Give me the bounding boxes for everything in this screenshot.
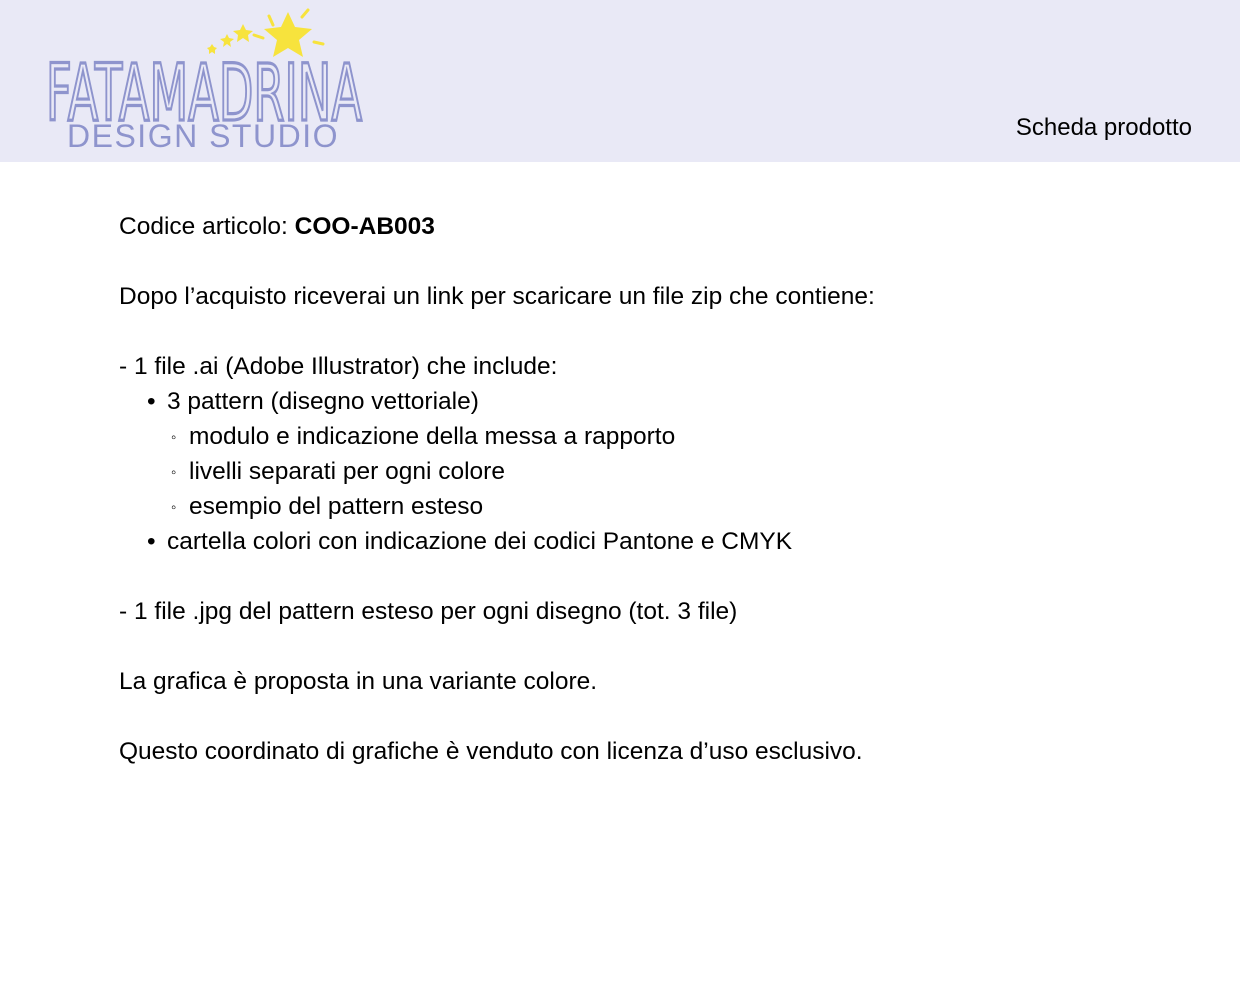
file-jpg-line: - 1 file .jpg del pattern esteso per ogni disegno (tot. 3 file) [119,598,738,625]
hollow-bullet-icon: ◦ [171,499,177,516]
sub-list-item: ◦ livelli separati per ogni colore [119,454,1179,489]
file-ai-heading: - 1 file .ai (Adobe Illustrator) che include: [119,353,558,380]
hollow-bullet-icon: ◦ [171,464,177,481]
svg-text:FATAMADRINA: FATAMADRINA [46,49,362,138]
header-banner [0,0,1240,162]
sub-list-item: ◦ esempio del pattern esteso [119,489,1179,524]
bullet-icon: • [147,528,156,555]
intro-text: Dopo l’acquisto riceverai un link per scaricare un file zip che contiene: [119,283,875,310]
article-code-label: Codice articolo: [119,213,295,240]
license-text: Questo coordinato di grafiche è venduto con licenza d’uso esclusivo. [119,738,863,765]
list-item: • cartella colori con indicazione dei codici Pantone e CMYK [119,524,1179,559]
color-variant-text: La grafica è proposta in una variante colore. [119,668,598,695]
list-item: • 3 pattern (disegno vettoriale) [119,384,1179,419]
article-code-line [119,209,1179,244]
product-sheet-body [119,209,1179,769]
bullet-icon: • [147,388,156,415]
hollow-bullet-icon: ◦ [171,429,177,446]
brand-subtitle: DESIGN STUDIO [67,118,339,154]
sub-list-item: ◦ modulo e indicazione della messa a rapporto [119,419,1179,454]
article-code-value: COO-AB003 [294,213,435,240]
brand-logo [46,8,376,158]
document-type-label: Scheda prodotto [1015,114,1192,141]
